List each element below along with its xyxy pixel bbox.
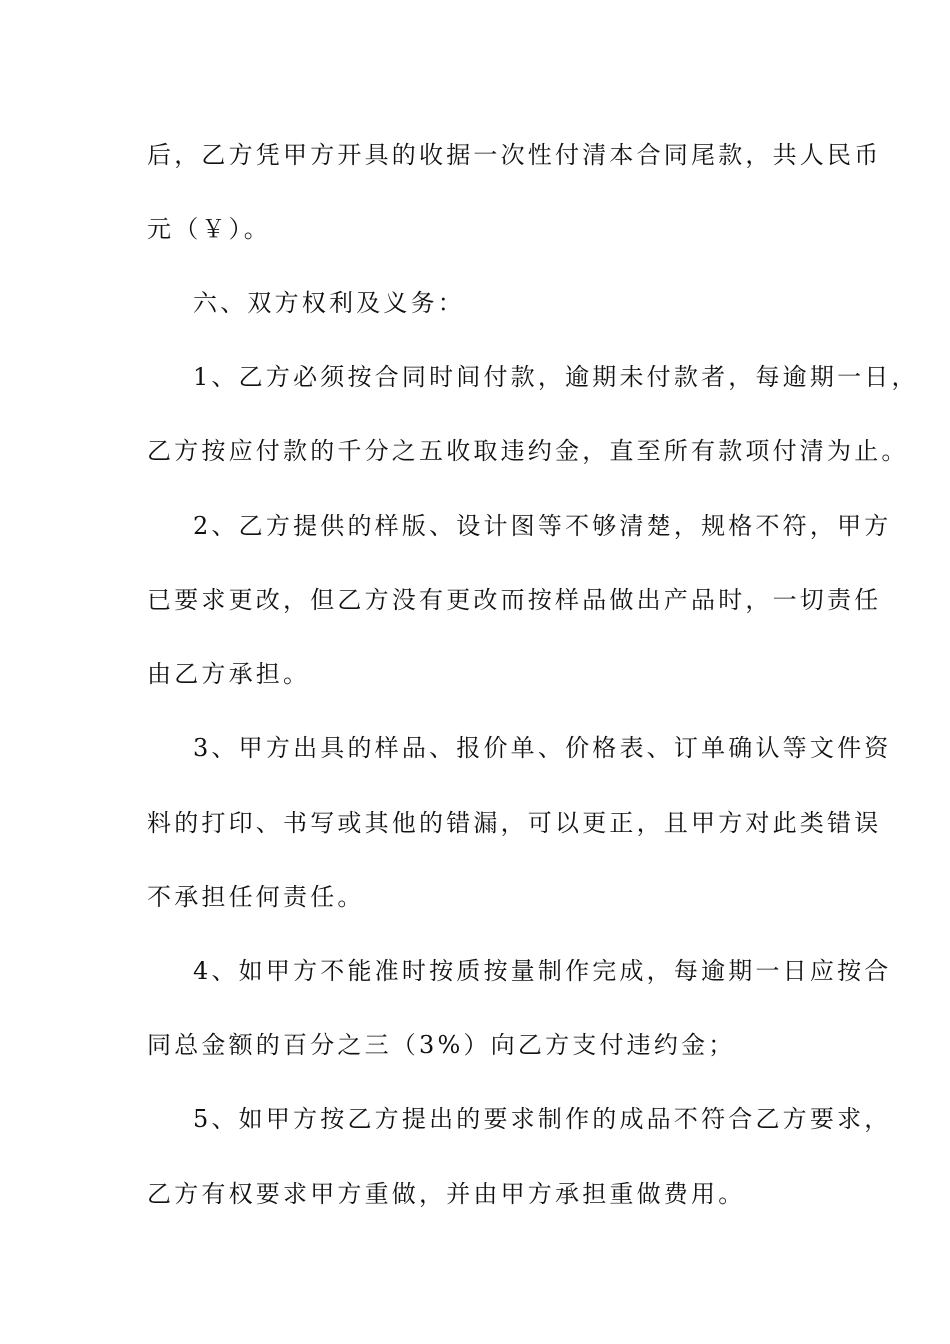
text-line: 同总金额的百分之三（3%）向乙方支付违约金； [147, 1031, 736, 1059]
section-heading: 六、双方权利及义务： [193, 289, 465, 317]
text-line: 乙方有权要求甲方重做，并由甲方承担重做费用。 [147, 1180, 746, 1208]
text-line: 料的打印、书写或其他的错漏，可以更正，且甲方对此类错误 [147, 809, 882, 837]
text-line: 4、如甲方不能准时按质按量制作完成，每逾期一日应按合 [193, 957, 892, 985]
text-line: 3、甲方出具的样品、报价单、价格表、订单确认等文件资 [193, 734, 892, 762]
text-line: 1、乙方必须按合同时间付款，逾期未付款者，每逾期一日， [193, 363, 919, 391]
text-line: 乙方按应付款的千分之五收取违约金，直至所有款项付清为止。 [147, 437, 909, 465]
text-line: 由乙方承担。 [147, 660, 311, 688]
text-line: 不承担任何责任。 [147, 883, 365, 911]
text-line: 元（￥）。 [147, 215, 271, 243]
text-line: 2、乙方提供的样版、设计图等不够清楚，规格不符，甲方 [193, 512, 892, 540]
text-line: 后，乙方凭甲方开具的收据一次性付清本合同尾款，共人民币 [147, 141, 882, 169]
text-line: 5、如甲方按乙方提出的要求制作的成品不符合乙方要求， [193, 1105, 892, 1133]
text-line: 已要求更改，但乙方没有更改而按样品做出产品时，一切责任 [147, 586, 882, 614]
